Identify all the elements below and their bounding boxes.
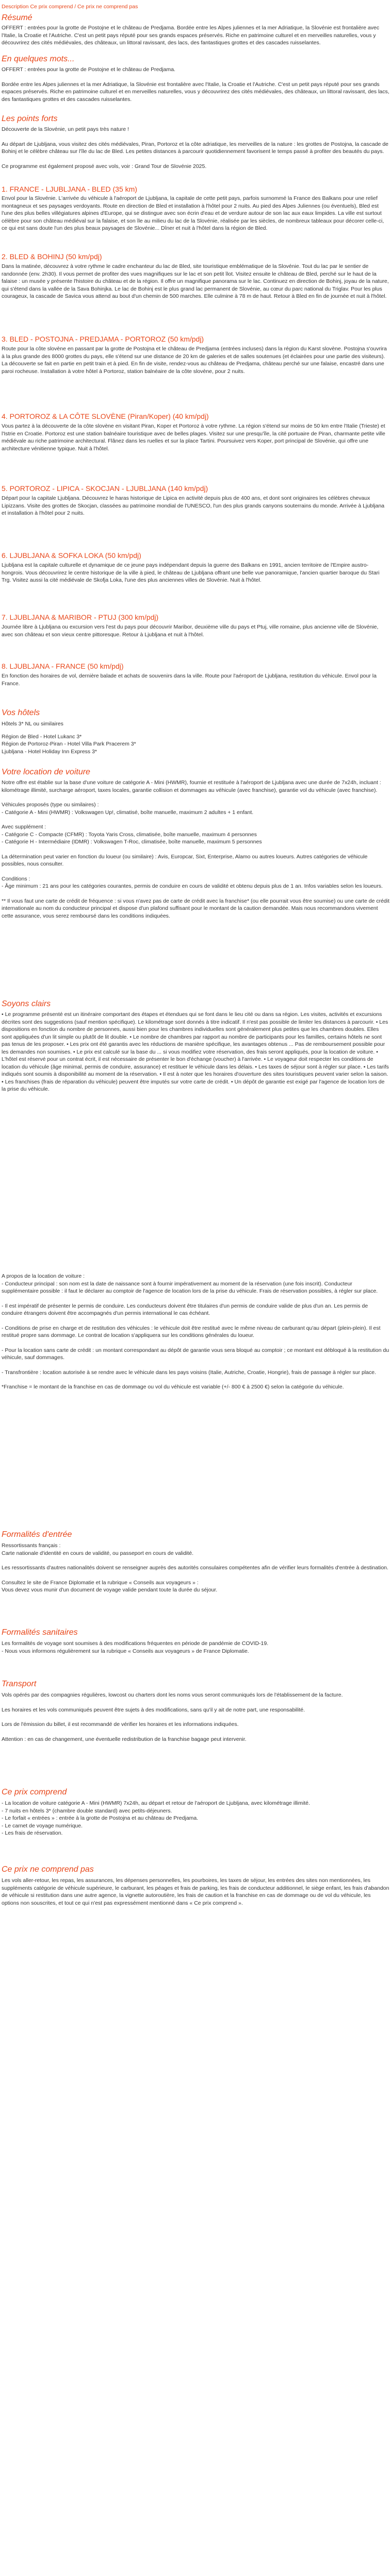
day-7-title: 7. LJUBLJANA & MARIBOR - PTUJ (300 km/pdj)	[2, 613, 159, 621]
paragraph: Au départ de Ljubljana, vous visitez des cités médiévales, Piran, Portoroz et la côte adriatique, les merveilles de la nature : les grottes de Postojna, la cascade de Bohinj et le célèbre château sur l'île du lac de Bled. Les petites distances à parcourir quotidiennement favorisent le temps passé à profiter des beautés du pays.	[2, 141, 388, 155]
en-quelques-mots-block	[2, 66, 389, 110]
list-item: - 7 nuits en hôtels 3* (chambre double standard) avec petits-déjeuners.	[2, 1807, 172, 1814]
vehicule-heading: Votre location de voiture	[2, 768, 90, 776]
paragraph: - Catégorie H - Intermédiaire (IDMR) : Volkswagen T-Roc, climatisée, boîte manuelle, maximum 5 personnes	[2, 839, 262, 845]
transport-block	[2, 1691, 389, 1750]
paragraph: Consultez le site de France Diplomatie et la rubrique « Conseils aux voyageurs » :	[2, 1579, 199, 1586]
day-2-title: 2. BLED & BOHINJ (50 km/pdj)	[2, 252, 102, 261]
day-1-title: 1. FRANCE - LJUBLJANA - BLED (35 km)	[2, 185, 137, 193]
top-link-text[interactable]: Description Ce prix comprend / Ce prix ne comprend pas	[2, 4, 138, 10]
day-4-text: Vous partez à la découverte de la côte slovène en visitant Piran, Koper et Portoroz à votre rythme. La région s'étend sur moins de 50 km entre l'Italie (Trieste) et l'Istrie en Croatie. Portoroz est une station balnéaire touristique avec de belles plages. Visitez sur une presqu'île, la cité portuaire de Piran, charmante petite ville médiévale au riche patrimoine architectural. Flânez dans les ruelles et sur la place Tartini. Poursuivez vers Koper, port principal de Slovénie, qui offre une architecture vénitienne typique. Nuit à l'hôtel.	[2, 423, 385, 452]
paragraph: Carte nationale d'identité en cours de validité, ou passeport en cours de validité.	[2, 1550, 194, 1556]
formalites-block	[2, 1542, 389, 1601]
paragraph: ** Il vous faut une carte de crédit de fréquence : si vous n'avez pas de carte de crédit avec la franchise* (ou elle pourrait vous être soumise) ou une carte de crédit internationale au nom du conducteur principal et dispose d'un plafond suffisant pour le montant de la caution demandée. Mais nous recommandons vivement cette assurance, vous serez remboursé dans les conditions indiquées.	[2, 897, 390, 919]
paragraph: - Il est impératif de présenter le permis de conduire. Les conducteurs doivent être titulaires d'un permis de conduire valide de plus d'un an. Les permis de conduire étrangers doivent être accompagnés d'un permis international le cas échéant.	[2, 1302, 368, 1316]
paragraph: Les horaires et les vols communiqués peuvent être sujets à des modifications, sans qu'il y ait de notre part, une responsabilité.	[2, 1706, 305, 1713]
prix-comprend-block	[2, 1800, 389, 1844]
vos-hotels-block	[2, 720, 389, 755]
hotel-line: Région de Portoroz-Piran - Hotel Villa Park Pracerem 3*	[2, 741, 136, 747]
paragraph: Vols opérés par des compagnies régulières, lowcost ou charters dont les noms vous seront communiqués lors de l'établissement de la facture.	[2, 1692, 343, 1698]
vos-hotels-heading: Vos hôtels	[2, 708, 40, 717]
paragraph: Avec supplément :	[2, 824, 46, 830]
points-forts-block	[2, 126, 389, 177]
prix-comprend-heading: Ce prix comprend	[2, 1788, 67, 1797]
prix-ne-comprend-heading: Ce prix ne comprend pas	[2, 1865, 94, 1874]
day-5-text: Départ pour la capitale Ljubljana. Découvrez le haras historique de Lipica en activité depuis plus de 400 ans, et dont sont originaires les célèbres chevaux Lipizzans. Visite des grottes de Skocjan, classées au patrimoine mondial de l'UNESCO, l'un des plus grands canyons souterrains du monde. Arrivée à Ljubljana et installation à l'hôtel pour 2 nuits.	[2, 495, 385, 516]
paragraph: Vous devez vous munir d'un document de voyage valide pendant toute la durée du séjour.	[2, 1587, 218, 1593]
en-quelques-mots-heading: En quelques mots...	[2, 55, 75, 63]
soyons-clairs-heading: Soyons clairs	[2, 999, 51, 1008]
prix-ne-comprend-text: Les vols aller-retour, les repas, les assurances, les dépenses personnelles, les pourboires, les taxes de séjour, les entrées des sites non mentionnées, les suppléments catégorie de véhicule supérieure, le carburant, les péages et frais de parking, les frais de conducteur additionnel, le siège enfant, les frais d'abandon de véhicule si restitution dans une autre agence, la vignette autoroutière, les frais de caution et la franchise en cas de dommage ou de vol du véhicule, les options non souscrites, et tout ce qui n'est pas expressément mentionné dans « Ce prix comprend ».	[2, 1877, 389, 1906]
day-3-text: Route pour la côte slovène en passant par la grotte de Postojna et le château de Predjama (entrées incluses) dans la région du Karst slovène. Postojna s'ouvrira à la plus grande des 8000 grottes du pays, elle s'étend sur une distance de 20 km de galeries et de salles soutenues (et éclairées pour une partie des visiteurs). La découverte se fait en partie en petit train et à pied. En fin de visite, rendez-vous au château de Predjama, château perché sur une falaise, encastré dans une paroi rocheuse. Installation à votre hôtel à Portoroz, station balnéaire de la côte slovène, pour 2 nuits.	[2, 346, 387, 375]
paragraph: - Nous vous informons régulièrement sur la rubrique « Conseils aux voyageurs » de France Diplomatie.	[2, 1648, 249, 1654]
day-6-title: 6. LJUBLJANA & SOFKA LOKA (50 km/pdj)	[2, 551, 141, 560]
list-item: - Les frais de réservation.	[2, 1830, 63, 1836]
paragraph: - Conditions de prise en charge et de restitution des véhicules : le véhicule doit être restitué avec le même niveau de carburant qu'au départ (plein-plein). Il est restitué propre sans dommage. Le contrat de location s'appliquera sur les conditions générales du loueur.	[2, 1325, 381, 1338]
resume-text: OFFERT : entrées pour la grotte de Postojne et le château de Predjama. Bordée entre les Alpes juliennes et la mer Adriatique, la Slovénie est frontalière avec l'Italie, la Croatie et l'Autriche. C'est un petit pays réputé pour ses grands espaces préservés. Riche en patrimoine culturel et en merveilles naturelles, vous y découvrirez des cités médiévales, des châteaux, un littoral ravissant, des lacs, des fantastiques grottes et des cascades ruisselantes.	[2, 25, 380, 46]
resume-heading: Résumé	[2, 13, 32, 22]
sanitaires-block	[2, 1640, 389, 1662]
paragraph: Ce programme est également proposé avec vols, voir : Grand Tour de Slovénie 2025.	[2, 163, 207, 170]
paragraph: Découverte de la Slovénie, un petit pays très nature !	[2, 126, 129, 132]
paragraph: - Catégorie C - Compacte (CFMR) : Toyota Yaris Cross, climatisée, boîte manuelle, maximum 4 personnes	[2, 831, 257, 838]
day-7-text: Journée libre à Ljubljana ou excursion vers l'est du pays pour découvrir Maribor, deuxième ville du pays et Ptuj, ville romaine, plus ancienne ville de Slovénie, avec son château et son vieux centre pittoresque. Retour à Ljubljana et nuit à l'hôtel.	[2, 624, 379, 638]
paragraph: Les formalités de voyage sont soumises à des modifications fréquentes en période de pandémie de COVID-19.	[2, 1640, 269, 1647]
soyons-clairs-text: • Le programme présenté est un itinéraire comportant des étapes et étendues qui se font dans le lieu cité ou dans sa région. Les visites, activités et excursions décrites sont des suggestions (sauf mention spécifique). Le kilométrage sont donnés à titre indicatif. Il n'est pas possible de limiter les distances à parcourir. • Les dispositions en fonction du nombre de personnes, aussi bien pour les chambres individuelles sont généralement plus petites que les chambres doubles. Elles sont appliquées d'un lit simple ou plutôt de lit double. • Le nombre de chambres par rapport au nombre de participants pour les familles, certains hôtels ne sont pas tenus de les proposer. • Les prix ont été garantis avec les réductions de manière spécifique, les avantages obtenus ... Pas de remboursement possible pour les demandes non soumises. • Le prix est calculé sur la base du ... si vous modifiez votre réservation, des frais seront appliqués, pour la location de voiture. • L'hôtel est réservé pour un contrat écrit, il est nécessaire de présenter le bon d'échange (voucher) à l'arrivée. • Le voyageur doit respecter les conditions de location du véhicule (âge minimal, permis de conduire, assurance) et restituer le véhicule dans les délais. • Les taxes de séjour sont à régler sur place. • Les tarifs indiqués sont soumis à disponibilité au moment de la réservation. • Il est à noter que les horaires d'ouverture des sites touristiques peuvent varier selon la saison. • Les franchises (frais de réparation du véhicule) peuvent être imputés sur votre carte de crédit. • Un dépôt de garantie est exigé par l'agence de location lors de la prise du véhicule.	[2, 1011, 389, 1092]
paragraph: Conditions :	[2, 875, 30, 882]
a-propos-block	[2, 1273, 389, 1398]
paragraph: La détermination peut varier en fonction du loueur (ou similaire) : Avis, Europcar, Sixt, Enterprise, Alamo ou autres loueurs. Autres catégories de véhicule possibles, nous consulter.	[2, 853, 368, 867]
day-1-text: Envol pour la Slovénie. L'arrivée du véhicule à l'aéroport de Ljubljana, la capitale de cette petit pays, parfois surnommé la France des Balkans pour une relief montagneux et ses paysages verdoyants. Route en direction de Bled et installation à l'hôtel pour 2 nuits. Au pied des Alpes Juliennes (ou éventuels), Bled est l'une des plus belles villégiatures alpines d'Europe, qui se distingue avec son écrin d'eau et de verdure autour de son lac aux eaux limpides. La ville est surtout célèbre pour son château médiéval sur la falaise, et son île au milieu du lac de la Slovénie, réalisée par les siècles, de nombreux tableaux pour décorer celle-ci, ce qui est sans doute l'un des plus beaux paysages de Slovénie... Dîner et nuit à l'hôtel dans la région de Bled.	[2, 195, 384, 231]
day-8-text: En fonction des horaires de vol, dernière balade et achats de souvenirs dans la ville. Route pour l'aéroport de Ljubljana, restitution du véhicule. Envol pour la France.	[2, 673, 377, 687]
paragraph: OFFERT : entrées pour la grotte de Postojne et le château de Predjama.	[2, 66, 175, 73]
paragraph: Ressortissants français :	[2, 1543, 61, 1549]
paragraph: Véhicules proposés (type ou similaires) :	[2, 802, 99, 808]
sanitaires-heading: Formalités sanitaires	[2, 1628, 78, 1637]
list-item: - Le forfait « entrées » : entrée à la grotte de Postojna et au château de Predjama.	[2, 1815, 199, 1821]
paragraph: - Catégorie A - Mini (HWMR) : Volkswagen Up!, climatisé, boîte manuelle, maximum 2 adultes + 1 enfant.	[2, 809, 254, 816]
day-2-text: Dans la matinée, découvrez à votre rythme le cadre enchanteur du lac de Bled, site touristique emblématique de la Slovénie. Tout du lac par le sentier de randonnée (env. 2h30). Il vous permet de profiter des vues magnifiques sur le lac et son petit îlot. Visitez ensuite le château de Bled, perché sur le haut de la falaise : un musée y présente l'histoire du château et de la région. Il offre un magnifique panorama sur le lac. Continuez en direction de Bohinj, joyau de la nature, qui s'étend dans la vallée de la Sava Bohinjka. Le lac de Bohinj est le plus grand lac permanent de Slovénie, au cœur du parc national du Triglav. Pour les plus courageux, la cascade de Savica vous attend au bout d'un chemin de 500 marches. Elle culmine à 78 m de haut. Retour à Bled en fin de journée et nuit à l'hôtel.	[2, 263, 389, 299]
paragraph: A propos de la location de voiture :	[2, 1273, 85, 1279]
prix-comprend-list	[2, 1800, 389, 1837]
list-item: - La location de voiture catégorie A - Mini (HWMR) 7x24h, au départ et retour de l'aéroport de Ljubljana, avec kilométrage illimité.	[2, 1800, 310, 1806]
points-forts-heading: Les points forts	[2, 114, 58, 123]
paragraph: *Franchise = le montant de la franchise en cas de dommage ou vol du véhicule est variable (+/- 800 € à 2500 €) selon la catégorie du véhicule.	[2, 1384, 344, 1390]
paragraph: Attention : en cas de changement, une éventuelle redistribution de la franchise bagage peut intervenir.	[2, 1736, 247, 1742]
day-8-title: 8. LJUBLJANA - FRANCE (50 km/pdj)	[2, 662, 124, 670]
transport-heading: Transport	[2, 1680, 37, 1688]
formalites-heading: Formalités d'entrée	[2, 1530, 72, 1539]
paragraph: - Transfrontière : location autorisée à se rendre avec le véhicule dans les pays voisins (Italie, Autriche, Croatie, Hongrie), frais de passage à régler sur place.	[2, 1369, 377, 1376]
hotel-line: Hôtels 3* NL ou similaires	[2, 721, 63, 727]
top-link[interactable]	[2, 3, 389, 11]
paragraph: - Âge minimum : 21 ans pour les catégories courantes, permis de conduire en cours de validité et obtenu depuis plus de 1 an. Infos variables selon les loueurs.	[2, 883, 383, 889]
paragraph: Les ressortissants d'autres nationalités doivent se renseigner auprès des autorités consulaires compétentes afin de vérifier leurs formalités d'entrée à destination.	[2, 1565, 388, 1571]
paragraph: Lors de l'émission du billet, il est recommandé de vérifier les horaires et les informations indiquées.	[2, 1721, 239, 1727]
paragraph: - Conducteur principal : son nom est la date de naissance sont à fournir impérativement au moment de la réservation (une fois inscrit). Conducteur supplémentaire possible : il faut le déclarer au comptoir de l'agence de location lors de la prise du véhicule. Frais de réservation possibles, à régler sur place.	[2, 1280, 378, 1294]
list-item: - Le carnet de voyage numérique.	[2, 1822, 83, 1829]
vehicule-block	[2, 779, 389, 927]
paragraph: Bordée entre les Alpes juliennes et la mer Adriatique, la Slovénie est frontalière avec l'Italie, la Croatie et l'Autriche. C'est un petit pays réputé pour ses grands espaces préservés. Riche en patrimoine culturel et en merveilles naturelles, vous y découvrirez des cités médiévales, des châteaux, un littoral ravissant, des lacs, des fantastiques grottes et des cascades ruisselantes.	[2, 81, 389, 103]
day-6-text: Ljubljana est la capitale culturelle et dynamique de ce jeune pays indépendant depuis la guerre des Balkans en 1991, ancien territoire de l'Empire austro-hongrois. Vous découvrirez le centre historique de la ville à pied, le château de Ljubljana offrant une belle vue panoramique, l'ancien quartier baroque du Stari Trg. Visitez aussi la cité médiévale de Skofja Loka, l'une des plus anciennes villes de Slovénie. Nuit à l'hôtel.	[2, 562, 380, 583]
paragraph: - Pour la location sans carte de crédit : un montant correspondant au dépôt de garantie vous sera bloqué au comptoir ; ce montant est débloqué à la restitution du véhicule, sauf dommages.	[2, 1347, 389, 1361]
paragraph: Notre offre est établie sur la base d'une voiture de catégorie A - Mini (HWMR), fournie et restituée à l'aéroport de Ljubljana avec une durée de 7x24h, incluant : kilométrage illimité, surcharge aéroport, taxes locales, garantie collision et dommages au véhicule (avec franchise), garantie vol du véhicule (avec franchise).	[2, 779, 381, 793]
hotel-line: Ljubljana - Hotel Holiday Inn Express 3*	[2, 748, 97, 755]
day-3-title: 3. BLED - POSTOJNA - PREDJAMA - PORTOROZ (50 km/pdj)	[2, 335, 204, 343]
day-5-title: 5. PORTOROZ - LIPICA - SKOCJAN - LJUBLJANA (140 km/pdj)	[2, 484, 208, 493]
day-4-title: 4. PORTOROZ & LA CÔTE SLOVÈNE (Piran/Koper) (40 km/pdj)	[2, 412, 209, 420]
hotel-line: Région de Bled - Hotel Lukanc 3*	[2, 733, 82, 740]
